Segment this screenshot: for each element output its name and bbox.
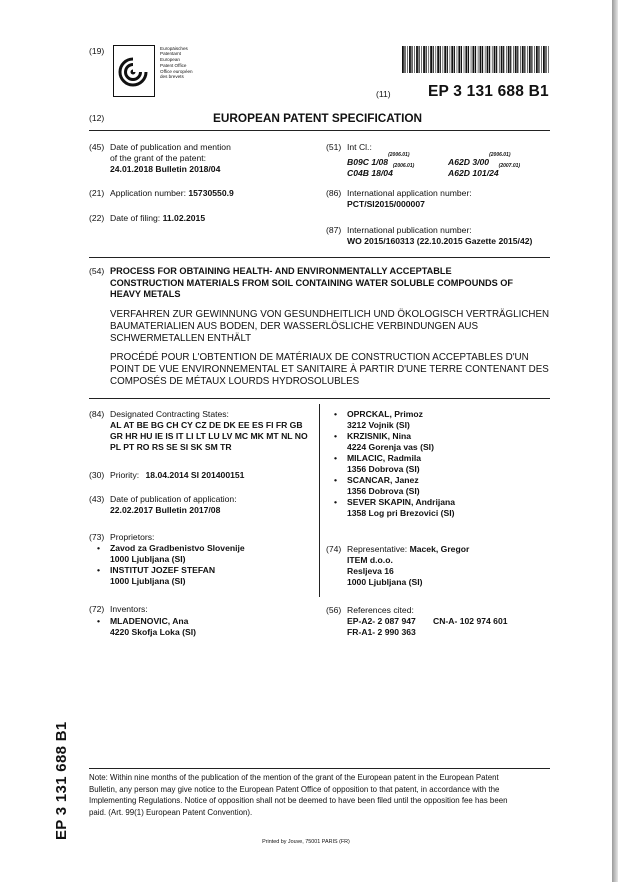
- inventor-name: • KRZISNIK, Nina: [347, 431, 455, 442]
- proprietors-label: Proprietors:: [110, 532, 155, 542]
- proprietor-address: 1000 Ljubljana (SI): [110, 554, 186, 564]
- barcode-bar: [421, 46, 422, 73]
- ipc-date: (2006.01): [392, 163, 415, 169]
- representative-name: Macek, Gregor: [409, 544, 470, 554]
- states-line: GR HR HU IE IS IT LI LT LU LV MC MK MT NL NO: [110, 431, 308, 441]
- barcode-bar: [451, 46, 453, 73]
- barcode-bar: [404, 46, 405, 73]
- barcode-bar: [437, 46, 439, 73]
- reference-cited: CN-A- 102 974 601: [433, 616, 508, 626]
- barcode-bar: [501, 46, 503, 73]
- barcode-bar: [461, 46, 462, 73]
- barcode-bar: [492, 46, 493, 73]
- inventor-name: • OPRCKAL, Primoz: [347, 409, 455, 420]
- barcode-bar: [416, 46, 418, 73]
- barcode-bar: [536, 46, 538, 73]
- office-line: des brevets: [160, 74, 184, 80]
- barcode-bar: [464, 46, 465, 73]
- label: Priority:: [110, 470, 140, 480]
- inventor-name: • MILACIC, Radmila: [347, 453, 455, 464]
- barcode-bar: [531, 46, 532, 73]
- note-line: paid. (Art. 99(1) European Patent Convention).: [89, 807, 253, 817]
- title-english: [110, 266, 513, 301]
- ipc-code: A62D 101/24: [448, 168, 499, 178]
- states-line: PL PT RO RS SE SI SK SM TR: [110, 442, 232, 452]
- label: International publication number:: [347, 225, 472, 235]
- label: Designated Contracting States:: [110, 409, 229, 419]
- label: Date of filing:: [110, 213, 161, 223]
- barcode-bar: [423, 46, 425, 73]
- barcode-bar: [524, 46, 525, 73]
- barcode-bar: [487, 46, 489, 73]
- code-73: (73): [89, 532, 105, 542]
- barcode-bar: [494, 46, 496, 73]
- barcode-bar: [409, 46, 411, 73]
- code-30: (30): [89, 470, 105, 480]
- code-19: (19): [89, 46, 105, 56]
- title-line: HEAVY METALS: [110, 289, 181, 300]
- filing-date: [110, 213, 205, 224]
- title-line: CONSTRUCTION MATERIALS FROM SOIL CONTAINING WATER SOLUBLE COMPOUNDS OF: [110, 277, 514, 288]
- divider: [89, 257, 550, 258]
- barcode-bar: [473, 46, 475, 73]
- code-11: (11): [376, 89, 391, 99]
- barcode-bar: [515, 46, 517, 73]
- office-line: Patent Office: [160, 62, 187, 68]
- label: Date of publication of application:: [110, 494, 237, 504]
- barcode-bar: [447, 46, 448, 73]
- reference-cited: EP-A2- 2 087 947: [347, 616, 416, 626]
- barcode-bar: [480, 46, 482, 73]
- ipc-code: A62D 3/00: [448, 157, 490, 167]
- barcode-bar: [468, 46, 469, 73]
- code-74: (74): [326, 544, 342, 554]
- title-line: PROCESS FOR OBTAINING HEALTH- AND ENVIRONMENTALLY ACCEPTABLE: [110, 266, 452, 276]
- international-application: [347, 188, 472, 210]
- code-54: (54): [89, 266, 105, 276]
- barcode-bar: [541, 46, 542, 73]
- title-german: [110, 309, 549, 344]
- barcode-bar: [499, 46, 500, 73]
- inventor-list: [347, 409, 455, 519]
- divider: [89, 130, 550, 131]
- representative-line: 1000 Ljubljana (SI): [347, 577, 423, 587]
- code-51: (51): [326, 142, 342, 152]
- code-12: (12): [89, 113, 105, 123]
- application-number: [110, 188, 234, 199]
- code-45: (45): [89, 142, 105, 152]
- title-line: COMPOSÉS DE MÉTAUX LOURDS HYDROSOLUBLES: [110, 375, 360, 387]
- divider: [89, 398, 550, 399]
- ipc-item: [448, 163, 520, 181]
- barcode-bar: [482, 46, 483, 73]
- barcode-bar: [458, 46, 460, 73]
- proprietor: [110, 543, 245, 587]
- barcode-bar: [430, 46, 432, 73]
- references-label: References cited:: [347, 605, 414, 615]
- barcode-bar: [534, 46, 535, 73]
- label: Application number:: [110, 188, 186, 198]
- barcode-bar: [426, 46, 427, 73]
- ipc-date: (2006.01): [489, 152, 511, 158]
- inventors-label: Inventors:: [110, 604, 148, 614]
- ipc-code: C04B 18/04: [347, 168, 393, 178]
- barcode-bar: [454, 46, 455, 73]
- barcode-bar: [436, 46, 437, 73]
- code-21: (21): [89, 188, 105, 198]
- column-divider: [319, 404, 320, 597]
- page-edge-shadow: [612, 0, 618, 882]
- office-line: Patentamt: [160, 51, 181, 57]
- office-line: European: [160, 57, 180, 63]
- barcode-bar: [444, 46, 446, 73]
- proprietor-name: • INSTITUT JOZEF STEFAN: [110, 565, 245, 576]
- ipc-date: (2007.01): [498, 163, 521, 169]
- barcode-bar: [543, 46, 545, 73]
- barcode-bar: [503, 46, 504, 73]
- barcode-bar: [506, 46, 507, 73]
- barcode-bar: [428, 46, 429, 73]
- barcode-bar: [475, 46, 476, 73]
- inventor-name: • SCANCAR, Janez: [347, 475, 455, 486]
- title-line: VERFAHREN ZUR GEWINNUNG VON GESUNDHEITLICH UND ÖKOLOGISCH VERTRÄGLICHEN: [110, 309, 550, 320]
- priority: [110, 470, 244, 481]
- code-86: (86): [326, 188, 342, 198]
- barcode-bar: [414, 46, 415, 73]
- inventor-address: 4224 Gorenja vas (SI): [347, 442, 434, 452]
- title-line: PROCÉDÉ POUR L'OBTENTION DE MATÉRIAUX DE CONSTRUCTION ACCEPTABLES D'UN: [110, 352, 529, 363]
- barcode-bar: [407, 46, 408, 73]
- barcode-bar: [489, 46, 490, 73]
- publication-number: EP 3 131 688 B1: [428, 83, 549, 100]
- barcode-bar: [478, 46, 479, 73]
- barcode-bar: [538, 46, 539, 73]
- barcode-bar: [548, 46, 549, 73]
- value: PCT/SI2015/000007: [347, 199, 425, 209]
- ipc-code: B09C 1/08: [347, 157, 389, 167]
- inventor-address: 4220 Skofja Loka (SI): [110, 627, 196, 637]
- designated-states: [110, 409, 308, 453]
- barcode-icon: [402, 46, 551, 74]
- barcode-bar: [529, 46, 531, 73]
- application-publication: [110, 494, 237, 516]
- label-line: of the grant of the patent:: [110, 153, 207, 163]
- note-line: Bulletin, any person may give notice to the European Patent Office of opposition to that patent, in accordance with the: [89, 784, 500, 794]
- office-line: Office européen: [160, 68, 193, 74]
- barcode-bar: [457, 46, 458, 73]
- inventor-address: 3212 Vojnik (SI): [347, 420, 410, 430]
- label: International application number:: [347, 188, 472, 198]
- code-22: (22): [89, 213, 105, 223]
- code-84: (84): [89, 409, 105, 419]
- printer-line: Printed by Jouve, 75001 PARIS (FR): [262, 839, 350, 845]
- reference-cited: FR-A1- 2 990 363: [347, 627, 416, 637]
- grant-date-label: [110, 142, 231, 175]
- code-72: (72): [89, 604, 105, 614]
- barcode-bar: [517, 46, 518, 73]
- barcode-bar: [520, 46, 521, 73]
- representative: [347, 544, 469, 588]
- document-type: EUROPEAN PATENT SPECIFICATION: [213, 111, 423, 125]
- ipc-date: (2006.01): [388, 152, 410, 158]
- title-line: SCHWERMETALLEN ENTHÄLT: [110, 332, 252, 344]
- inventor-name: • MLADENOVIC, Ana: [110, 616, 196, 627]
- barcode-bar: [411, 46, 412, 73]
- proprietor-name: • Zavod za Gradbenistvo Slovenije: [110, 543, 245, 554]
- office-line: Europäisches: [160, 46, 188, 51]
- inventor-address: 1356 Dobrova (SI): [347, 486, 420, 496]
- side-publication-number: EP 3 131 688 B1: [53, 721, 70, 840]
- barcode-bar: [433, 46, 434, 73]
- barcode-bar: [419, 46, 420, 73]
- barcode-bar: [508, 46, 510, 73]
- barcode-bar: [443, 46, 444, 73]
- ipc-label: Int Cl.:: [347, 142, 372, 152]
- proprietor-address: 1000 Ljubljana (SI): [110, 576, 186, 586]
- barcode-bar: [471, 46, 472, 73]
- title-line: BAUMATERIALIEN AUS BODEN, DER WASSERLÖSLICHE VERBINDUNGEN AUS: [110, 320, 479, 332]
- opposition-note: [89, 772, 554, 818]
- barcode-bar: [527, 46, 528, 73]
- value: 15730550.9: [188, 188, 234, 198]
- barcode-bar: [522, 46, 524, 73]
- representative-line: Resljeva 16: [347, 566, 394, 576]
- inventor-address: 1358 Log pri Brezovici (SI): [347, 508, 455, 518]
- code-87: (87): [326, 225, 342, 235]
- inventor-name: • SEVER SKAPIN, Andrijana: [347, 497, 455, 508]
- states-line: AL AT BE BG CH CY CZ DE DK EE ES FI FR GB: [110, 420, 303, 430]
- barcode-bar: [496, 46, 497, 73]
- barcode-bar: [450, 46, 451, 73]
- inventor: [110, 616, 196, 638]
- grant-date-value: 24.01.2018 Bulletin 2018/04: [110, 164, 221, 174]
- epo-logo-icon: [113, 45, 155, 97]
- barcode-bar: [402, 46, 404, 73]
- value: 11.02.2015: [162, 213, 206, 223]
- value: 18.04.2014 SI 201400151: [145, 470, 245, 480]
- ipc-item: [347, 163, 414, 181]
- barcode-bar: [510, 46, 511, 73]
- international-publication: [347, 225, 532, 247]
- title-line: POINT DE VUE ENVIRONNEMENTAL ET SANITAIRE À PARTIR D'UNE TERRE CONTENANT DES: [110, 363, 549, 375]
- barcode-bar: [465, 46, 467, 73]
- note-line: Implementing Regulations. Notice of opposition shall not be deemed to have been filed until the opposition fee has been: [89, 796, 508, 806]
- barcode-bar: [545, 46, 546, 73]
- barcode-bar: [440, 46, 441, 73]
- representative-line: ITEM d.o.o.: [347, 555, 393, 565]
- barcode-bar: [485, 46, 486, 73]
- note-line: Note: Within nine months of the publication of the mention of the grant of the European patent in the European Patent: [89, 773, 499, 782]
- barcode-bar: [513, 46, 514, 73]
- title-french: [110, 352, 549, 387]
- code-56: (56): [326, 605, 342, 615]
- code-43: (43): [89, 494, 105, 504]
- label-line: Date of publication and mention: [110, 142, 231, 152]
- label: Representative:: [347, 544, 408, 554]
- value: 22.02.2017 Bulletin 2017/08: [110, 505, 221, 515]
- value: WO 2015/160313 (22.10.2015 Gazette 2015/42): [347, 236, 533, 246]
- office-name: [160, 46, 220, 79]
- inventor-address: 1356 Dobrova (SI): [347, 464, 420, 474]
- divider: [89, 768, 550, 769]
